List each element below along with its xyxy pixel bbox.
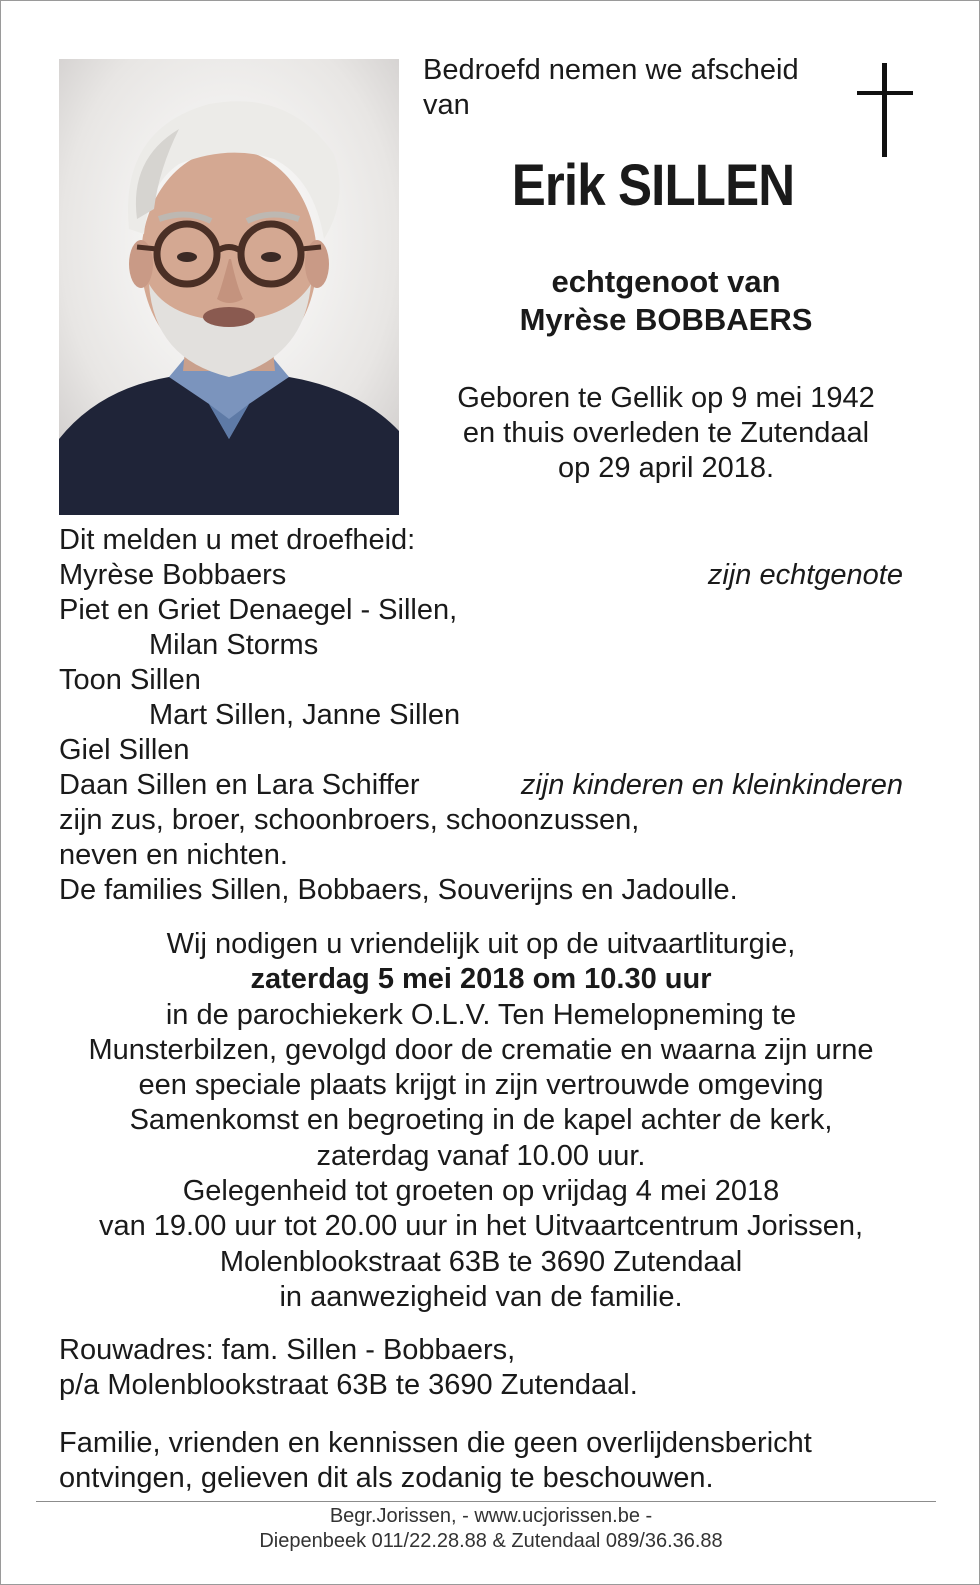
family-member: Milan Storms (149, 629, 319, 661)
family-member: Piet en Griet Denaegel - Sillen, (59, 594, 458, 626)
service-line: van 19.00 uur tot 20.00 uur in het Uitvaartcentrum Jorissen, (98, 1210, 864, 1243)
intro-text (423, 53, 843, 123)
family-line (59, 663, 903, 698)
family-line (59, 873, 903, 908)
family-role: zijn kinderen en kleinkinderen (520, 769, 903, 801)
address-line: Rouwadres: fam. Sillen - Bobbaers, (59, 1334, 516, 1366)
service-line: Samenkomst en begroeting in de kapel achter de kerk, (129, 1104, 833, 1137)
family-member: neven en nichten. (59, 839, 288, 871)
family-line (59, 838, 903, 873)
birth-death-text (421, 381, 911, 486)
portrait-photo (59, 59, 399, 515)
funeral-home-footer (41, 1504, 941, 1554)
family-intro: Dit melden u met droefheid: (59, 524, 416, 556)
family-member: Mart Sillen, Janne Sillen (149, 699, 461, 731)
family-member: Giel Sillen (59, 734, 190, 766)
service-line: zaterdag vanaf 10.00 uur. (316, 1139, 646, 1172)
footer-line: Begr.Jorissen, - www.ucjorissen.be - (329, 1505, 653, 1527)
footer-line: Diepenbeek 011/22.28.88 & Zutendaal 089/36.36.88 (259, 1530, 723, 1552)
family-member: Daan Sillen en Lara Schiffer (59, 769, 420, 801)
family-line (59, 698, 903, 733)
deceased-name: Erik SILLEN (511, 153, 795, 218)
spouse-block (431, 263, 901, 339)
portrait-illustration (59, 59, 399, 515)
intro-line: van (423, 89, 470, 121)
service-line: in aanwezigheid van de familie. (279, 1280, 683, 1313)
born-line: Geboren te Gellik op 9 mei 1942 (457, 382, 875, 414)
family-line (59, 558, 903, 593)
divider (36, 1501, 936, 1502)
spouse-label: echtgenoot van (551, 264, 781, 299)
family-member: Myrèse Bobbaers (59, 559, 287, 591)
family-role: zijn echtgenote (707, 559, 903, 591)
born-line: en thuis overleden te Zutendaal (462, 417, 870, 449)
family-member: De families Sillen, Bobbaers, Souverijns en Jadoulle. (59, 874, 738, 906)
address-line: p/a Molenblookstraat 63B te 3690 Zutendaal. (59, 1369, 638, 1401)
family-line (59, 803, 903, 838)
cross-icon (857, 63, 913, 157)
closing-note (59, 1426, 919, 1496)
service-info (41, 927, 921, 1315)
service-line: een speciale plaats krijgt in zijn vertrouwde omgeving (138, 1069, 824, 1102)
mourning-address (59, 1333, 919, 1403)
family-member: zijn zus, broer, schoonbroers, schoonzussen, (59, 804, 640, 836)
service-invite: Wij nodigen u vriendelijk uit op de uitvaartliturgie, (166, 928, 796, 960)
family-member: Toon Sillen (59, 664, 201, 696)
intro-line: Bedroefd nemen we afscheid (423, 54, 799, 86)
service-line: Molenblookstraat 63B te 3690 Zutendaal (219, 1245, 743, 1278)
note-line: Familie, vrienden en kennissen die geen overlijdensbericht (59, 1427, 812, 1459)
family-list (59, 523, 903, 908)
service-line: Gelegenheid tot groeten op vrijdag 4 mei 2018 (182, 1175, 780, 1208)
family-line (59, 628, 903, 663)
born-line: op 29 april 2018. (557, 452, 775, 484)
service-date: zaterdag 5 mei 2018 om 10.30 uur (250, 963, 712, 996)
family-line (59, 593, 903, 628)
note-line: ontvingen, gelieven dit als zodanig te beschouwen. (59, 1462, 714, 1494)
family-line (59, 768, 903, 803)
spouse-name: Myrèse BOBBAERS (519, 302, 813, 337)
family-line (59, 733, 903, 768)
service-line: Munsterbilzen, gevolgd door de crematie en waarna zijn urne (88, 1033, 874, 1066)
service-line: in de parochiekerk O.L.V. Ten Hemelopneming te (165, 998, 797, 1031)
